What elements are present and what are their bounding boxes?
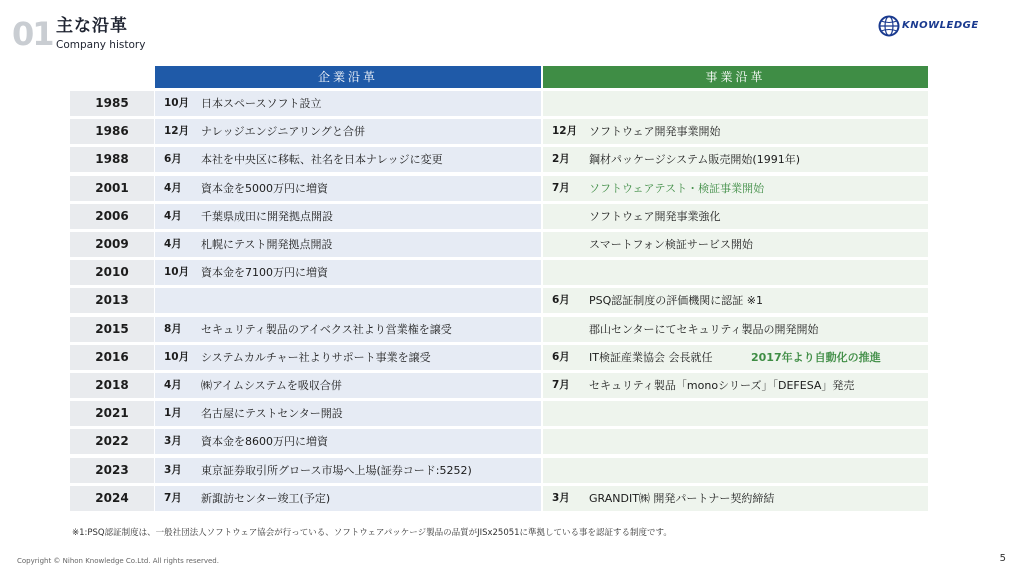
- corp-event-cell: [155, 373, 541, 398]
- page-subtitle: Company history: [56, 39, 146, 51]
- year-cell: 2015: [70, 317, 154, 342]
- corp-event-cell: [155, 486, 541, 511]
- corp-event-text: セキュリティ製品のアイベクス社より営業権を譲受: [201, 322, 452, 336]
- biz-event-text: IT検証産業協会 会長就任: [589, 350, 713, 364]
- biz-event-text: ソフトウェアテスト・検証事業開始: [589, 181, 765, 195]
- corp-event-cell: [155, 232, 541, 257]
- year-cell: 2018: [70, 373, 154, 398]
- corp-event-text: 札幌にテスト開発拠点開設: [201, 238, 333, 251]
- biz-event-cell: [543, 176, 928, 201]
- biz-month: 3月: [552, 491, 570, 504]
- biz-event-cell: [543, 373, 928, 398]
- year-cell: 1988: [70, 147, 154, 172]
- year-cell: 1986: [70, 119, 154, 144]
- corp-event-text: 資本金を7100万円に増資: [201, 266, 328, 280]
- biz-event-text: スマートフォン検証サービス開始: [589, 238, 753, 251]
- corp-month: 3月: [164, 463, 182, 476]
- year-cell: 2023: [70, 458, 154, 483]
- corp-month: 4月: [164, 238, 182, 250]
- copyright: Copyright © Nihon Knowledge Co.Ltd. All rights reserved.: [17, 557, 219, 565]
- corp-event-text: 資本金を8600万円に増資: [201, 435, 328, 449]
- corp-event-text: ナレッジエンジニアリングと合併: [201, 125, 365, 139]
- corp-event-cell: [155, 288, 541, 313]
- biz-month: 12月: [552, 125, 578, 138]
- biz-history-header: 事業沿革: [543, 66, 928, 88]
- biz-event-cell: [543, 317, 928, 342]
- biz-event-cell: [543, 91, 928, 116]
- biz-event-text: 鋼材パッケージシステム販売開始(1991年): [589, 153, 800, 167]
- corp-event-cell: [155, 91, 541, 116]
- biz-event-text: PSQ認証制度の評価機関に認証 ※1: [589, 294, 763, 308]
- biz-month: 7月: [552, 181, 570, 194]
- biz-event-highlight: 2017年より自動化の推進: [751, 350, 881, 364]
- corp-month: 3月: [164, 435, 182, 448]
- biz-event-cell: [543, 232, 928, 257]
- company-logo: [878, 15, 1006, 37]
- corp-month: 1月: [164, 407, 182, 420]
- corp-month: 4月: [164, 379, 182, 391]
- corp-event-text: ㈱アイムシステムを吸収合併: [201, 379, 342, 392]
- globe-logo-icon: [878, 15, 900, 37]
- corp-event-text: 新諏訪センター竣工(予定): [201, 491, 331, 505]
- biz-event-cell: [543, 260, 928, 285]
- corp-event-cell: [155, 119, 541, 144]
- biz-event-text: セキュリティ製品「monoシリーズ」「DEFESA」発売: [589, 379, 855, 392]
- corp-event-text: 東京証券取引所グロース市場へ上場(証券コード:5252): [201, 463, 472, 477]
- corp-event-cell: [155, 260, 541, 285]
- corp-month: 10月: [164, 97, 190, 109]
- year-cell: 2010: [70, 260, 154, 285]
- biz-event-text: GRANDIT㈱ 開発パートナー契約締結: [589, 491, 775, 505]
- corp-month: 10月: [164, 350, 190, 363]
- corp-event-text: 本社を中央区に移転、社名を日本ナレッジに変更: [201, 153, 443, 167]
- year-cell: 2024: [70, 486, 154, 511]
- corp-event-cell: [155, 401, 541, 426]
- corp-month: 10月: [164, 266, 190, 279]
- corp-month: 4月: [164, 181, 182, 194]
- year-cell: 2022: [70, 429, 154, 454]
- corp-event-text: 千葉県成田に開発拠点開設: [201, 209, 333, 223]
- corp-month: 6月: [164, 153, 182, 166]
- corp-event-cell: [155, 147, 541, 172]
- biz-event-cell: [543, 401, 928, 426]
- section-number: 01: [12, 15, 53, 53]
- year-cell: 2013: [70, 288, 154, 313]
- biz-month: 7月: [552, 379, 570, 391]
- biz-event-cell: [543, 429, 928, 454]
- biz-event-cell: [543, 204, 928, 229]
- corp-event-cell: [155, 429, 541, 454]
- corp-month: 12月: [164, 125, 190, 138]
- biz-event-cell: [543, 486, 928, 511]
- corp-event-text: システムカルチャー社よりサポート事業を譲受: [201, 350, 431, 364]
- page-title: 主な沿革: [56, 16, 128, 36]
- corp-event-text: 名古屋にテストセンター開設: [201, 407, 343, 421]
- corp-event-cell: [155, 204, 541, 229]
- footnote: ※1:PSQ認証制度は、一般社団法人ソフトウェア協会が行っている、ソフトウェアパッケージ製品の品質がJISx25051に準拠している事を認証する制度です。: [72, 528, 672, 538]
- biz-event-cell: [543, 119, 928, 144]
- biz-event-cell: [543, 288, 928, 313]
- year-cell: 2001: [70, 176, 154, 201]
- biz-month: 2月: [552, 153, 570, 166]
- year-cell: 2016: [70, 345, 154, 370]
- corp-event-text: 資本金を5000万円に増資: [201, 181, 328, 195]
- biz-month: 6月: [552, 350, 570, 363]
- year-cell: 2021: [70, 401, 154, 426]
- logo-text: KNOWLEDGE: [902, 20, 979, 31]
- corp-month: 4月: [164, 209, 182, 222]
- corp-event-cell: [155, 176, 541, 201]
- corp-month: 8月: [164, 322, 182, 335]
- biz-event-text: 郡山センターにてセキュリティ製品の開発開始: [589, 322, 819, 336]
- biz-event-cell: [543, 458, 928, 483]
- corp-event-text: 日本スペースソフト設立: [201, 97, 322, 110]
- corp-event-cell: [155, 317, 541, 342]
- biz-event-text: ソフトウェア開発事業強化: [589, 209, 721, 223]
- corp-event-cell: [155, 458, 541, 483]
- biz-event-text: ソフトウェア開発事業開始: [589, 125, 721, 139]
- corp-history-header: 企業沿革: [155, 66, 541, 88]
- corp-event-cell: [155, 345, 541, 370]
- biz-event-cell: [543, 147, 928, 172]
- corp-month: 7月: [164, 491, 182, 504]
- page-number: 5: [999, 553, 1006, 564]
- year-cell: 2009: [70, 232, 154, 257]
- year-cell: 2006: [70, 204, 154, 229]
- biz-month: 6月: [552, 294, 570, 307]
- biz-event-cell: [543, 345, 928, 370]
- year-cell: 1985: [70, 91, 154, 116]
